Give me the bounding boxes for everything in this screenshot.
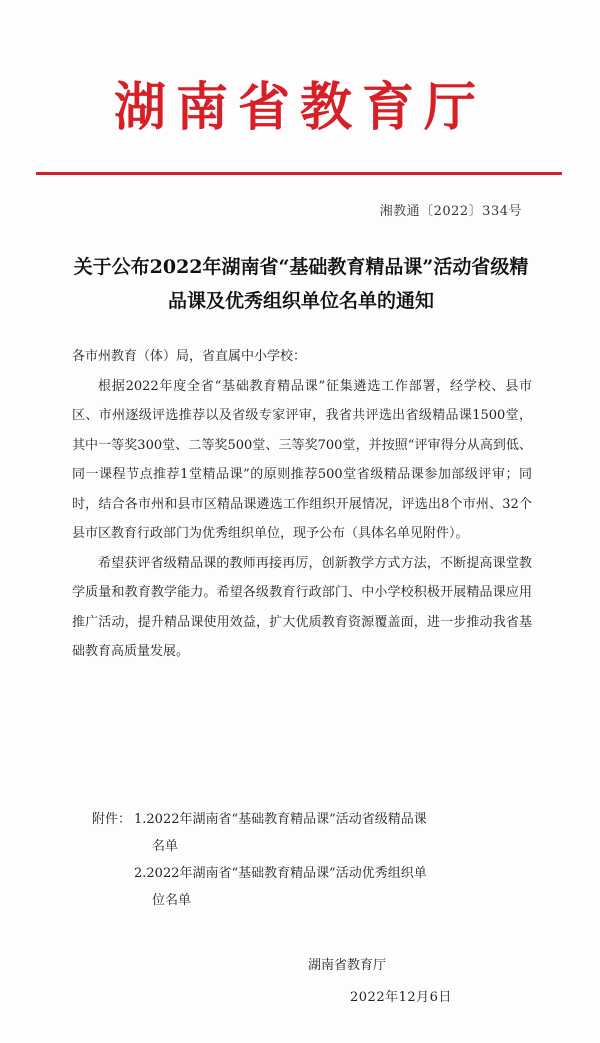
attachment-row — [92, 806, 512, 833]
notice-body — [72, 342, 532, 667]
attachment-row — [92, 887, 512, 914]
salutation: 各市州教育（体）局，省直属中小学校： — [72, 349, 307, 364]
attachment-2-line-2: 位名单 — [152, 893, 192, 908]
attachment-1-line-2: 名单 — [152, 839, 179, 854]
attachment-1-line-1: 1.2022年湖南省“基础教育精品课”活动省级精品课 — [134, 812, 427, 827]
masthead-title: 湖南省教育厅 — [113, 77, 486, 138]
red-divider-line — [36, 172, 562, 175]
attachment-row — [92, 860, 512, 887]
notice-title: 关于公布2022年湖南省“基础教育精品课”活动省级精品课及优秀组织单位名单的通知 — [73, 256, 529, 312]
attachments-section — [92, 806, 512, 914]
issuing-authority: 湖南省教育厅 — [308, 958, 387, 973]
paragraph-2: 希望获评省级精品课的教师再接再厉，创新教学方式方法，不断提高课堂教学质量和教育教学能力。希望各级教育行政部门、中小学校积极开展精品课应用推广活动，提升精品课使用效益，扩大优质教育资源覆盖面，进一步推动我省基础教育高质量发展。 — [72, 555, 532, 659]
attachments-label: 附件： — [92, 812, 132, 827]
paragraph-1: 根据2022年度全省“基础教育精品课”征集遴选工作部署，经学校、县市区、市州逐级评选推荐以及省级专家评审，我省共评选出省级精品课1500堂，其中一等奖300堂、二等奖500堂、三等奖700堂，并按照“评审得分从高到低、同一课程节点推荐1堂精品课”的原则推荐500堂省级精品课参加部级评审；同时，结合各市州和县市区精品课遴选工作组织开展情况，评选出8个市州、32个县市区教育行政部门为优秀组织单位，现予公布（具体名单见附件）。 — [72, 378, 532, 541]
attachment-2-line-1: 2.2022年湖南省“基础教育精品课”活动优秀组织单 — [134, 866, 427, 881]
attachment-row — [92, 833, 512, 860]
document-number: 湘教通〔2022〕334号 — [379, 204, 522, 219]
issue-date: 2022年12月6日 — [350, 990, 452, 1005]
